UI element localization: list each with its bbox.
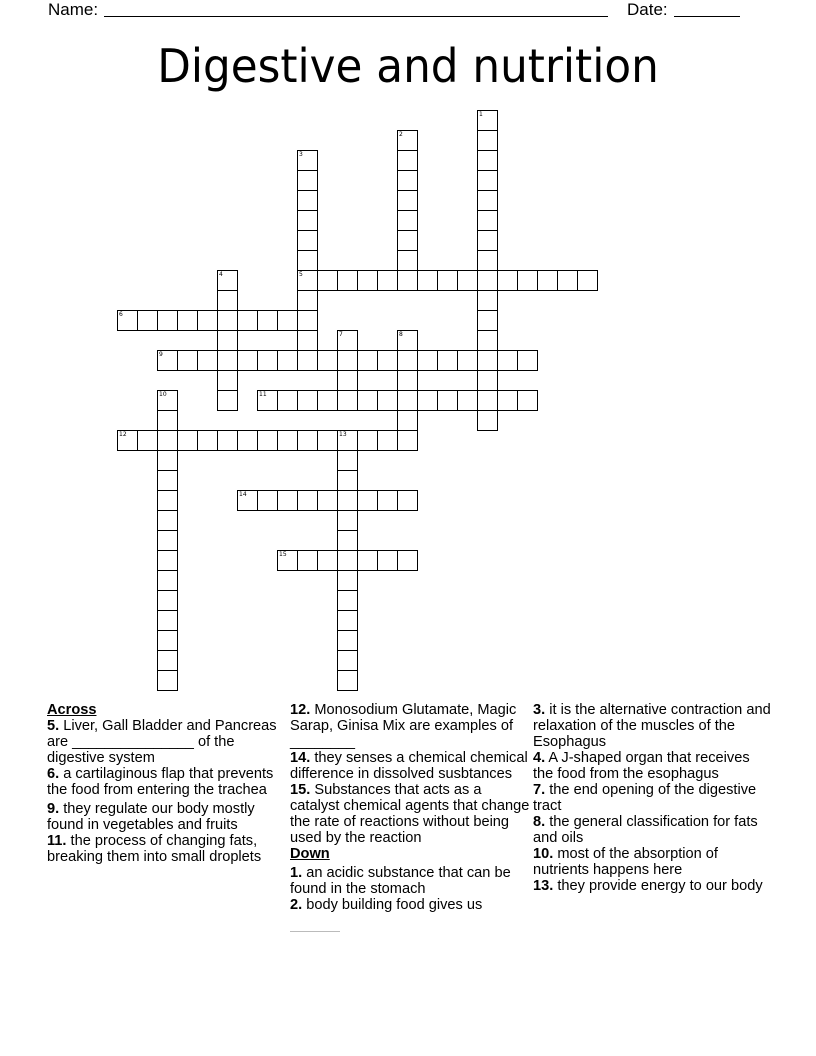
crossword-cell[interactable]: [337, 430, 358, 451]
crossword-cell[interactable]: [277, 430, 298, 451]
crossword-cell[interactable]: [337, 490, 358, 511]
clue-across-9: [47, 801, 287, 833]
clue-down-13: [533, 878, 773, 894]
crossword-cell[interactable]: [317, 270, 338, 291]
crossword-cell[interactable]: [417, 270, 438, 291]
crossword-cell[interactable]: [277, 310, 298, 331]
crossword-cell[interactable]: [397, 330, 418, 351]
crossword-cell[interactable]: [337, 570, 358, 591]
crossword-cell[interactable]: [297, 190, 318, 211]
crossword-cell[interactable]: [497, 390, 518, 411]
crossword-cell[interactable]: [217, 310, 238, 331]
clue-number: 5.: [47, 718, 60, 734]
crossword-cell[interactable]: [477, 150, 498, 171]
crossword-cell[interactable]: [157, 650, 178, 671]
crossword-cell[interactable]: [337, 330, 358, 351]
crossword-cell[interactable]: [237, 310, 258, 331]
clue-down-10: [533, 846, 773, 878]
crossword-cell[interactable]: [477, 330, 498, 351]
crossword-cell[interactable]: [397, 350, 418, 371]
clue-number-label: 12: [119, 431, 127, 438]
clue-number: 3.: [533, 702, 546, 718]
clue-across-6: [47, 766, 287, 798]
clue-number-label: 14: [239, 491, 247, 498]
clue-text: the end opening of the digestive tract: [533, 782, 757, 814]
crossword-cell[interactable]: [577, 270, 598, 291]
crossword-cell[interactable]: [157, 550, 178, 571]
crossword-cell[interactable]: [357, 550, 378, 571]
crossword-cell[interactable]: [397, 230, 418, 251]
clue-number: 7.: [533, 782, 546, 798]
clue-text: a cartilaginous flap that prevents the food from entering the trachea: [47, 766, 274, 798]
crossword-cell[interactable]: [497, 270, 518, 291]
clue-number: 6.: [47, 766, 60, 782]
page-title: Digestive and nutrition: [157, 39, 659, 93]
crossword-cell[interactable]: [357, 490, 378, 511]
crossword-cell[interactable]: [257, 350, 278, 371]
crossword-cell[interactable]: [477, 350, 498, 371]
clue-down-1: [290, 865, 530, 897]
clue-number: 1.: [290, 865, 303, 881]
crossword-cell[interactable]: [317, 390, 338, 411]
clue-number-label: 11: [259, 391, 267, 398]
clue-number: 15.: [290, 782, 311, 798]
crossword-cell[interactable]: [237, 490, 258, 511]
clue-number: 11.: [47, 833, 67, 849]
clues-column-2: [290, 702, 530, 932]
crossword-cell[interactable]: [297, 310, 318, 331]
across-heading: Across: [47, 702, 97, 718]
crossword-cell[interactable]: [197, 350, 218, 371]
crossword-cell[interactable]: [157, 670, 178, 691]
down-heading: Down: [290, 846, 330, 862]
crossword-cell[interactable]: [117, 310, 138, 331]
crossword-cell[interactable]: [437, 390, 458, 411]
crossword-cell[interactable]: [477, 390, 498, 411]
crossword-cell[interactable]: [457, 270, 478, 291]
clue-number-label: 8: [399, 331, 403, 338]
crossword-cell[interactable]: [317, 490, 338, 511]
crossword-cell[interactable]: [157, 350, 178, 371]
crossword-cell[interactable]: [397, 190, 418, 211]
clue-down-3: [533, 702, 773, 750]
crossword-cell[interactable]: [477, 310, 498, 331]
crossword-cell[interactable]: [337, 670, 358, 691]
crossword-cell[interactable]: [337, 370, 358, 391]
crossword-cell[interactable]: [357, 350, 378, 371]
crossword-cell[interactable]: [197, 430, 218, 451]
crossword-cell[interactable]: [157, 450, 178, 471]
crossword-cell[interactable]: [517, 350, 538, 371]
crossword-cell[interactable]: [337, 390, 358, 411]
crossword-cell[interactable]: [397, 250, 418, 271]
crossword-cell[interactable]: [397, 430, 418, 451]
crossword-cell[interactable]: [557, 270, 578, 291]
crossword-cell[interactable]: [497, 350, 518, 371]
clue-across-14: [290, 750, 530, 782]
crossword-cell[interactable]: [477, 110, 498, 131]
crossword-cell[interactable]: [217, 290, 238, 311]
crossword-cell[interactable]: [337, 630, 358, 651]
crossword-cell[interactable]: [297, 330, 318, 351]
crossword-cell[interactable]: [157, 570, 178, 591]
clue-number-label: 4: [219, 271, 223, 278]
crossword-cell[interactable]: [157, 510, 178, 531]
clue-down-2: [290, 897, 530, 913]
crossword-cell[interactable]: [357, 270, 378, 291]
clue-text: an acidic substance that can be found in the stomach: [290, 865, 511, 897]
crossword-cell[interactable]: [257, 390, 278, 411]
crossword-cell[interactable]: [477, 190, 498, 211]
crossword-cell[interactable]: [217, 270, 238, 291]
crossword-cell[interactable]: [377, 490, 398, 511]
crossword-cell[interactable]: [397, 490, 418, 511]
crossword-cell[interactable]: [417, 390, 438, 411]
crossword-cell[interactable]: [137, 310, 158, 331]
clue-down-4: [533, 750, 773, 782]
crossword-cell[interactable]: [377, 390, 398, 411]
crossword-cell[interactable]: [457, 390, 478, 411]
crossword-cell[interactable]: [277, 350, 298, 371]
crossword-cell[interactable]: [477, 290, 498, 311]
clue-number: 9.: [47, 801, 60, 817]
crossword-cell[interactable]: [477, 370, 498, 391]
clue-text: Liver, Gall Bladder and Pancreas are _______________ of the digestive system: [47, 718, 277, 766]
crossword-cell[interactable]: [397, 410, 418, 431]
crossword-cell[interactable]: [177, 350, 198, 371]
crossword-cell[interactable]: [337, 590, 358, 611]
clue-number-label: 1: [479, 111, 483, 118]
crossword-cell[interactable]: [297, 270, 318, 291]
crossword-cell[interactable]: [537, 270, 558, 291]
crossword-cell[interactable]: [437, 270, 458, 291]
clue-text: they provide energy to our body: [557, 878, 763, 894]
crossword-cell[interactable]: [257, 430, 278, 451]
clue-across-15: [290, 782, 530, 846]
crossword-cell[interactable]: [157, 310, 178, 331]
crossword-cell[interactable]: [337, 530, 358, 551]
clue-number-label: 9: [159, 351, 163, 358]
crossword-cell[interactable]: [337, 650, 358, 671]
clue-text: Monosodium Glutamate, Magic Sarap, Ginisa Mix are examples of ________: [290, 702, 517, 750]
crossword-cell[interactable]: [337, 350, 358, 371]
crossword-cell[interactable]: [397, 550, 418, 571]
crossword-cell[interactable]: [157, 630, 178, 651]
crossword-cell[interactable]: [477, 270, 498, 291]
crossword-cell[interactable]: [377, 270, 398, 291]
crossword-cell[interactable]: [217, 330, 238, 351]
crossword-cell[interactable]: [357, 390, 378, 411]
crossword-cell[interactable]: [297, 150, 318, 171]
crossword-cell[interactable]: [157, 530, 178, 551]
crossword-cell[interactable]: [297, 230, 318, 251]
crossword-cell[interactable]: [337, 610, 358, 631]
crossword-cell[interactable]: [297, 350, 318, 371]
clue-across-5: [47, 718, 287, 766]
clue-across-12: [290, 702, 530, 750]
crossword-cell[interactable]: [477, 170, 498, 191]
crossword-cell[interactable]: [517, 390, 538, 411]
crossword-cell[interactable]: [157, 590, 178, 611]
crossword-cell[interactable]: [337, 270, 358, 291]
clue-text: most of the absorption of nutrients happens here: [533, 846, 718, 878]
clue-number-label: 7: [339, 331, 343, 338]
crossword-cell[interactable]: [397, 390, 418, 411]
clue-number-label: 13: [339, 431, 347, 438]
crossword-cell[interactable]: [157, 410, 178, 431]
clue-across-11: [47, 833, 287, 865]
name-field[interactable]: [104, 16, 608, 17]
crossword-cell[interactable]: [157, 430, 178, 451]
clue-number-label: 15: [279, 551, 287, 558]
crossword-cell[interactable]: [417, 350, 438, 371]
crossword-cell[interactable]: [397, 170, 418, 191]
crossword-cell[interactable]: [477, 130, 498, 151]
clue-number-label: 2: [399, 131, 403, 138]
clue-text: body building food gives us: [306, 897, 483, 913]
clue-number-label: 6: [119, 311, 123, 318]
crossword-cell[interactable]: [397, 210, 418, 231]
clue-text: A J-shaped organ that receives the food from the esophagus: [533, 750, 750, 782]
crossword-cell[interactable]: [117, 430, 138, 451]
clue-down-8: [533, 814, 773, 846]
crossword-cell[interactable]: [237, 350, 258, 371]
crossword-cell[interactable]: [337, 470, 358, 491]
crossword-cell[interactable]: [517, 270, 538, 291]
crossword-cell[interactable]: [337, 510, 358, 531]
crossword-cell[interactable]: [377, 550, 398, 571]
crossword-cell[interactable]: [177, 430, 198, 451]
crossword-cell[interactable]: [177, 310, 198, 331]
crossword-cell[interactable]: [217, 350, 238, 371]
crossword-cell[interactable]: [297, 290, 318, 311]
crossword-cell[interactable]: [217, 370, 238, 391]
clue-down-7: [533, 782, 773, 814]
crossword-cell[interactable]: [157, 490, 178, 511]
clue-text: they regulate our body mostly found in vegetables and fruits: [47, 801, 255, 833]
crossword-cell[interactable]: [377, 430, 398, 451]
crossword-cell[interactable]: [257, 490, 278, 511]
crossword-cell[interactable]: [317, 350, 338, 371]
crossword-cell[interactable]: [317, 550, 338, 571]
crossword-cell[interactable]: [157, 610, 178, 631]
crossword-cell[interactable]: [297, 550, 318, 571]
clues-column-3: [533, 702, 773, 894]
crossword-cell[interactable]: [477, 250, 498, 271]
clue-text: Substances that acts as a catalyst chemical agents that change the rate of reactions without being used by the reaction: [290, 782, 530, 846]
crossword-cell[interactable]: [297, 210, 318, 231]
crossword-cell[interactable]: [397, 370, 418, 391]
crossword-cell[interactable]: [297, 430, 318, 451]
crossword-cell[interactable]: [337, 550, 358, 571]
crossword-cell[interactable]: [297, 250, 318, 271]
crossword-cell[interactable]: [357, 430, 378, 451]
clue-number: 2.: [290, 897, 303, 913]
clue-number: 14.: [290, 750, 311, 766]
crossword-cell[interactable]: [257, 310, 278, 331]
clue-text: the general classification for fats and oils: [533, 814, 758, 846]
name-label: Name:: [48, 0, 99, 19]
clue-number: 10.: [533, 846, 554, 862]
answer-blank: [290, 921, 340, 932]
crossword-cell[interactable]: [277, 550, 298, 571]
crossword-cell[interactable]: [397, 130, 418, 151]
date-field[interactable]: [674, 16, 740, 17]
crossword-cell[interactable]: [397, 150, 418, 171]
crossword-cell[interactable]: [297, 490, 318, 511]
clue-number-label: 10: [159, 391, 167, 398]
crossword-cell[interactable]: [437, 350, 458, 371]
clue-number: 12.: [290, 702, 311, 718]
clue-number: 13.: [533, 878, 554, 894]
crossword-cell[interactable]: [377, 350, 398, 371]
crossword-cell[interactable]: [337, 450, 358, 471]
crossword-cell[interactable]: [277, 490, 298, 511]
crossword-cell[interactable]: [317, 430, 338, 451]
crossword-cell[interactable]: [217, 430, 238, 451]
crossword-cell[interactable]: [237, 430, 258, 451]
crossword-cell[interactable]: [157, 470, 178, 491]
clue-number: 4.: [533, 750, 546, 766]
clue-number-label: 3: [299, 151, 303, 158]
clue-text: the process of changing fats, breaking them into small droplets: [47, 833, 262, 865]
clue-number-label: 5: [299, 271, 303, 278]
crossword-cell[interactable]: [197, 310, 218, 331]
crossword-cell[interactable]: [297, 170, 318, 191]
crossword-cell[interactable]: [217, 390, 238, 411]
clues-column-1: [47, 702, 287, 865]
crossword-cell[interactable]: [477, 210, 498, 231]
crossword-cell[interactable]: [157, 390, 178, 411]
crossword-cell[interactable]: [477, 410, 498, 431]
crossword-cell[interactable]: [477, 230, 498, 251]
crossword-cell[interactable]: [397, 270, 418, 291]
crossword-cell[interactable]: [277, 390, 298, 411]
date-label: Date:: [627, 0, 668, 19]
crossword-cell[interactable]: [457, 350, 478, 371]
clue-text: they senses a chemical chemical difference in dissolved susbtances: [290, 750, 528, 782]
clue-text: it is the alternative contraction and relaxation of the muscles of the Esophagus: [533, 702, 771, 750]
crossword-cell[interactable]: [137, 430, 158, 451]
clue-number: 8.: [533, 814, 546, 830]
crossword-cell[interactable]: [297, 390, 318, 411]
